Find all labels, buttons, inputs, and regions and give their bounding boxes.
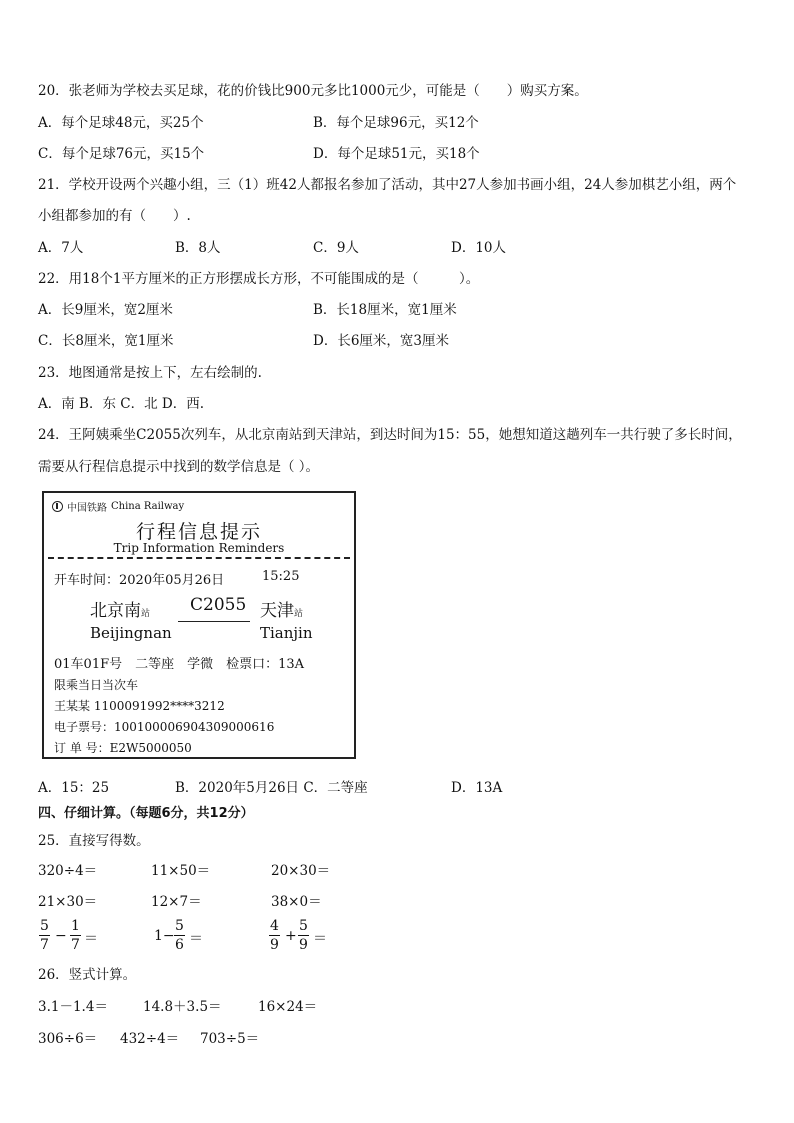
q25-item-3: 20×30＝ bbox=[271, 863, 331, 879]
train-number-underline bbox=[178, 621, 250, 622]
q25-frac-c-eq: ＝ bbox=[313, 931, 327, 947]
q25-frac-a-op: − bbox=[55, 928, 67, 944]
q25-frac-c2 bbox=[298, 918, 309, 953]
q22-option-a: A．长9厘米，宽2厘米 bbox=[38, 302, 173, 318]
q25-frac-a2 bbox=[70, 918, 81, 953]
q22-option-b: B．长18厘米，宽1厘米 bbox=[313, 302, 457, 318]
fraction-bar bbox=[298, 935, 309, 936]
q22-option-c: C．长8厘米，宽1厘米 bbox=[38, 333, 174, 349]
q25-frac-a-eq: ＝ bbox=[84, 931, 98, 947]
q26-item-3: 16×24＝ bbox=[258, 999, 318, 1015]
q24-option-d: D．13A bbox=[451, 780, 503, 796]
q25-item-1: 320÷4＝ bbox=[38, 863, 98, 879]
frac-denominator: 9 bbox=[270, 937, 279, 953]
ticket-depart-date: 开车时间：2020年05月26日 bbox=[54, 573, 225, 588]
q21-option-b: B．8人 bbox=[175, 240, 221, 256]
fraction-bar bbox=[70, 935, 81, 936]
frac-denominator: 9 bbox=[299, 937, 308, 953]
railway-logo-row bbox=[52, 499, 184, 514]
q20-option-a: A．每个足球48元，买25个 bbox=[38, 115, 204, 131]
railway-name-en: China Railway bbox=[111, 501, 185, 512]
fraction-bar bbox=[269, 935, 280, 936]
q25-stem: 25．直接写得数。 bbox=[38, 833, 150, 849]
to-station-name: 天津 bbox=[260, 601, 294, 621]
frac-denominator: 7 bbox=[71, 937, 80, 953]
q24-option-a: A．15：25 bbox=[38, 780, 110, 796]
trip-info-ticket bbox=[42, 491, 356, 759]
q24-stem-line1: 24．王阿姨乘坐C2055次列车，从北京南站到天津站，到达时间为15：55，她想知道这趟列车一共行驶了多长时间， bbox=[38, 427, 742, 443]
railway-name-cn: 中国铁路 bbox=[67, 503, 107, 514]
to-station-suffix: 站 bbox=[294, 609, 304, 619]
q25-frac-a1 bbox=[39, 918, 50, 953]
ticket-note: 限乘当日当次车 bbox=[54, 678, 139, 692]
q26-item-4: 306÷6＝ bbox=[38, 1031, 98, 1047]
ticket-title-cn: 行程信息提示 bbox=[135, 521, 262, 543]
q23-stem: 23．地图通常是按上下，左右绘制的. bbox=[38, 365, 262, 381]
q21-option-d: D．10人 bbox=[451, 240, 507, 256]
ticket-title-en: Trip Information Reminders bbox=[113, 541, 285, 555]
q26-item-5: 432÷4＝ bbox=[120, 1031, 180, 1047]
q25-item-5: 12×7＝ bbox=[151, 894, 202, 910]
q26-item-1: 3.1－1.4＝ bbox=[38, 999, 108, 1015]
q22-option-d: D．长6厘米，宽3厘米 bbox=[313, 333, 450, 349]
q26-stem: 26．竖式计算。 bbox=[38, 967, 137, 983]
ticket-to-station-en: Tianjin bbox=[260, 624, 313, 642]
q21-option-c: C．9人 bbox=[313, 240, 359, 256]
q25-item-4: 21×30＝ bbox=[38, 894, 98, 910]
q25-frac-b bbox=[174, 918, 185, 953]
fraction-bar bbox=[39, 935, 50, 936]
frac-numerator: 5 bbox=[299, 918, 308, 934]
q25-item-6: 38×0＝ bbox=[271, 894, 322, 910]
frac-numerator: 1 bbox=[71, 918, 80, 934]
q21-option-a: A．7人 bbox=[38, 240, 84, 256]
ticket-passenger: 王某某 1100091992****3212 bbox=[54, 699, 225, 713]
q26-item-2: 14.8＋3.5＝ bbox=[143, 999, 222, 1015]
frac-denominator: 6 bbox=[175, 937, 184, 953]
q20-option-c: C．每个足球76元，买15个 bbox=[38, 146, 205, 162]
q20-stem: 20．张老师为学校去买足球，花的价钱比900元多比1000元少，可能是（ ）购买方案。 bbox=[38, 83, 588, 99]
q24-option-bc: B．2020年5月26日 C．二等座 bbox=[175, 780, 368, 796]
q25-frac-c1 bbox=[269, 918, 280, 953]
q25-item-2: 11×50＝ bbox=[151, 863, 211, 879]
ticket-eticket-number: 电子票号：100100006904309000616 bbox=[54, 720, 275, 734]
from-station-name: 北京南 bbox=[90, 601, 141, 621]
q20-option-b: B．每个足球96元，买12个 bbox=[313, 115, 479, 131]
ticket-order-number: 订 单 号：E2W5000050 bbox=[54, 741, 192, 755]
ticket-train-number: C2055 bbox=[190, 595, 247, 615]
ticket-dashed-divider bbox=[48, 557, 350, 559]
frac-denominator: 7 bbox=[40, 937, 49, 953]
q25-frac-b-eq: ＝ bbox=[189, 931, 203, 947]
q24-stem-line2: 需要从行程信息提示中找到的数学信息是（ ）。 bbox=[38, 459, 320, 475]
railway-logo-icon bbox=[52, 501, 63, 512]
frac-numerator: 4 bbox=[270, 918, 279, 934]
ticket-from-station-cn bbox=[90, 596, 150, 621]
q22-stem: 22．用18个1平方厘米的正方形摆成长方形，不可能围成的是（ ）。 bbox=[38, 271, 480, 287]
ticket-to-station-cn bbox=[260, 596, 303, 621]
ticket-depart-time: 15:25 bbox=[262, 569, 300, 584]
ticket-seat-line: 01车01F号 二等座 学微 检票口：13A bbox=[54, 657, 305, 672]
q23-options: A．南 B．东 C．北 D．西. bbox=[38, 396, 204, 412]
section4-heading: 四、仔细计算。（每题6分，共12分） bbox=[38, 806, 254, 821]
q25-frac-c-op: + bbox=[285, 928, 297, 944]
q20-option-d: D．每个足球51元，买18个 bbox=[313, 146, 480, 162]
q21-stem-line1: 21．学校开设两个兴趣小组，三（1）班42人都报名参加了活动，其中27人参加书画小组，24人参加棋艺小组，两个 bbox=[38, 177, 737, 193]
from-station-suffix: 站 bbox=[141, 609, 151, 619]
q25-frac-b-pre: 1− bbox=[154, 928, 175, 944]
fraction-bar bbox=[174, 935, 185, 936]
frac-numerator: 5 bbox=[175, 918, 184, 934]
q21-stem-line2: 小组都参加的有（ ）. bbox=[38, 208, 191, 224]
q26-item-6: 703÷5＝ bbox=[200, 1031, 260, 1047]
frac-numerator: 5 bbox=[40, 918, 49, 934]
ticket-from-station-en: Beijingnan bbox=[90, 624, 172, 642]
